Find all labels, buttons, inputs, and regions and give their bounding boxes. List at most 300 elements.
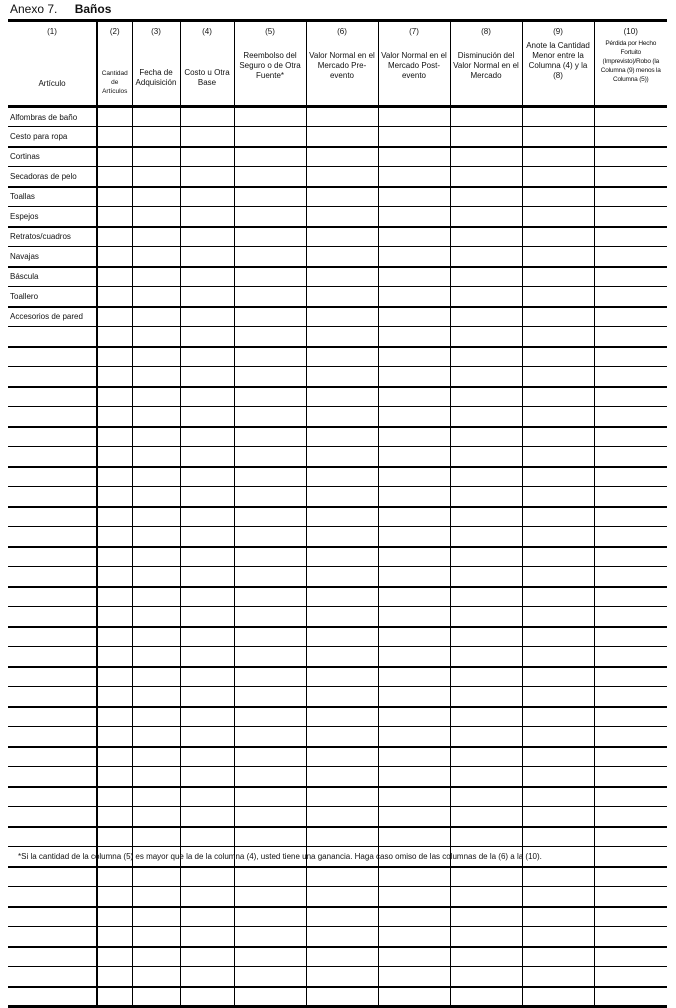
entry-cell-col4[interactable] [180,147,234,167]
entry-cell-col7[interactable] [378,787,450,807]
item-name-cell[interactable] [8,607,97,627]
entry-cell-col8[interactable] [450,527,522,547]
entry-cell-col7[interactable] [378,907,450,927]
entry-cell-col4[interactable] [180,187,234,207]
entry-cell-col8[interactable] [450,627,522,647]
entry-cell-col2[interactable] [97,787,132,807]
item-name-cell[interactable]: Toallas [8,187,97,207]
entry-cell-col5[interactable] [234,207,306,227]
entry-cell-col6[interactable] [306,267,378,287]
entry-cell-col6[interactable] [306,547,378,567]
entry-cell-col9[interactable] [522,107,594,127]
entry-cell-col4[interactable] [180,527,234,547]
entry-cell-col2[interactable] [97,227,132,247]
entry-cell-col6[interactable] [306,447,378,467]
entry-cell-col5[interactable] [234,167,306,187]
entry-cell-col2[interactable] [97,347,132,367]
entry-cell-col3[interactable] [132,387,180,407]
item-name-cell[interactable]: Secadoras de pelo [8,167,97,187]
item-name-cell[interactable] [8,627,97,647]
entry-cell-col8[interactable] [450,907,522,927]
entry-cell-col2[interactable] [97,947,132,967]
entry-cell-col2[interactable] [97,387,132,407]
entry-cell-col8[interactable] [450,127,522,147]
entry-cell-col4[interactable] [180,447,234,467]
entry-cell-col7[interactable] [378,427,450,447]
item-name-cell[interactable] [8,947,97,967]
entry-cell-col2[interactable] [97,827,132,847]
entry-cell-col9[interactable] [522,247,594,267]
item-name-cell[interactable] [8,447,97,467]
entry-cell-col7[interactable] [378,487,450,507]
entry-cell-col4[interactable] [180,467,234,487]
entry-cell-col7[interactable] [378,987,450,1007]
entry-cell-col2[interactable] [97,707,132,727]
entry-cell-col5[interactable] [234,967,306,987]
item-name-cell[interactable] [8,927,97,947]
entry-cell-col10[interactable] [594,607,667,627]
entry-cell-col8[interactable] [450,867,522,887]
entry-cell-col2[interactable] [97,567,132,587]
entry-cell-col10[interactable] [594,527,667,547]
item-name-cell[interactable] [8,667,97,687]
item-name-cell[interactable] [8,427,97,447]
entry-cell-col5[interactable] [234,287,306,307]
entry-cell-col2[interactable] [97,107,132,127]
entry-cell-col10[interactable] [594,987,667,1007]
entry-cell-col6[interactable] [306,767,378,787]
entry-cell-col3[interactable] [132,547,180,567]
entry-cell-col5[interactable] [234,147,306,167]
item-name-cell[interactable] [8,527,97,547]
entry-cell-col7[interactable] [378,667,450,687]
item-name-cell[interactable] [8,867,97,887]
entry-cell-col3[interactable] [132,907,180,927]
entry-cell-col3[interactable] [132,347,180,367]
entry-cell-col8[interactable] [450,307,522,327]
entry-cell-col9[interactable] [522,187,594,207]
entry-cell-col4[interactable] [180,487,234,507]
entry-cell-col8[interactable] [450,247,522,267]
entry-cell-col8[interactable] [450,387,522,407]
entry-cell-col3[interactable] [132,647,180,667]
entry-cell-col3[interactable] [132,947,180,967]
entry-cell-col8[interactable] [450,967,522,987]
entry-cell-col5[interactable] [234,487,306,507]
entry-cell-col7[interactable] [378,147,450,167]
entry-cell-col10[interactable] [594,827,667,847]
entry-cell-col9[interactable] [522,667,594,687]
entry-cell-col9[interactable] [522,147,594,167]
entry-cell-col4[interactable] [180,767,234,787]
entry-cell-col8[interactable] [450,707,522,727]
entry-cell-col10[interactable] [594,627,667,647]
entry-cell-col4[interactable] [180,107,234,127]
entry-cell-col8[interactable] [450,787,522,807]
item-name-cell[interactable] [8,487,97,507]
entry-cell-col7[interactable] [378,127,450,147]
entry-cell-col6[interactable] [306,827,378,847]
entry-cell-col10[interactable] [594,127,667,147]
entry-cell-col8[interactable] [450,567,522,587]
entry-cell-col8[interactable] [450,107,522,127]
entry-cell-col7[interactable] [378,947,450,967]
entry-cell-col6[interactable] [306,147,378,167]
entry-cell-col3[interactable] [132,887,180,907]
item-name-cell[interactable] [8,767,97,787]
entry-cell-col5[interactable] [234,987,306,1007]
entry-cell-col2[interactable] [97,867,132,887]
entry-cell-col6[interactable] [306,367,378,387]
entry-cell-col2[interactable] [97,767,132,787]
entry-cell-col2[interactable] [97,167,132,187]
entry-cell-col5[interactable] [234,507,306,527]
entry-cell-col3[interactable] [132,307,180,327]
entry-cell-col2[interactable] [97,247,132,267]
entry-cell-col5[interactable] [234,187,306,207]
entry-cell-col2[interactable] [97,207,132,227]
entry-cell-col8[interactable] [450,667,522,687]
entry-cell-col5[interactable] [234,307,306,327]
entry-cell-col5[interactable] [234,647,306,667]
entry-cell-col10[interactable] [594,207,667,227]
entry-cell-col3[interactable] [132,967,180,987]
entry-cell-col4[interactable] [180,867,234,887]
entry-cell-col4[interactable] [180,607,234,627]
entry-cell-col4[interactable] [180,987,234,1007]
item-name-cell[interactable]: Espejos [8,207,97,227]
item-name-cell[interactable] [8,367,97,387]
entry-cell-col5[interactable] [234,607,306,627]
entry-cell-col9[interactable] [522,307,594,327]
entry-cell-col7[interactable] [378,107,450,127]
entry-cell-col10[interactable] [594,567,667,587]
item-name-cell[interactable]: Cortinas [8,147,97,167]
entry-cell-col4[interactable] [180,887,234,907]
entry-cell-col10[interactable] [594,687,667,707]
entry-cell-col10[interactable] [594,167,667,187]
entry-cell-col6[interactable] [306,647,378,667]
entry-cell-col5[interactable] [234,667,306,687]
entry-cell-col10[interactable] [594,407,667,427]
entry-cell-col9[interactable] [522,447,594,467]
entry-cell-col7[interactable] [378,327,450,347]
entry-cell-col10[interactable] [594,467,667,487]
entry-cell-col2[interactable] [97,267,132,287]
entry-cell-col6[interactable] [306,287,378,307]
entry-cell-col8[interactable] [450,287,522,307]
item-name-cell[interactable] [8,707,97,727]
item-name-cell[interactable] [8,507,97,527]
entry-cell-col6[interactable] [306,167,378,187]
entry-cell-col2[interactable] [97,967,132,987]
entry-cell-col4[interactable] [180,707,234,727]
entry-cell-col2[interactable] [97,487,132,507]
entry-cell-col10[interactable] [594,547,667,567]
entry-cell-col6[interactable] [306,687,378,707]
entry-cell-col8[interactable] [450,227,522,247]
entry-cell-col4[interactable] [180,587,234,607]
entry-cell-col8[interactable] [450,447,522,467]
entry-cell-col6[interactable] [306,807,378,827]
entry-cell-col3[interactable] [132,827,180,847]
entry-cell-col8[interactable] [450,987,522,1007]
entry-cell-col8[interactable] [450,607,522,627]
entry-cell-col8[interactable] [450,167,522,187]
item-name-cell[interactable] [8,907,97,927]
entry-cell-col7[interactable] [378,167,450,187]
entry-cell-col9[interactable] [522,427,594,447]
entry-cell-col5[interactable] [234,907,306,927]
entry-cell-col4[interactable] [180,267,234,287]
item-name-cell[interactable] [8,687,97,707]
item-name-cell[interactable]: Accesorios de pared [8,307,97,327]
entry-cell-col9[interactable] [522,327,594,347]
entry-cell-col9[interactable] [522,227,594,247]
entry-cell-col10[interactable] [594,747,667,767]
entry-cell-col5[interactable] [234,947,306,967]
entry-cell-col3[interactable] [132,787,180,807]
entry-cell-col3[interactable] [132,587,180,607]
entry-cell-col10[interactable] [594,787,667,807]
entry-cell-col6[interactable] [306,407,378,427]
entry-cell-col4[interactable] [180,687,234,707]
entry-cell-col5[interactable] [234,347,306,367]
entry-cell-col5[interactable] [234,727,306,747]
entry-cell-col7[interactable] [378,347,450,367]
entry-cell-col9[interactable] [522,207,594,227]
entry-cell-col8[interactable] [450,727,522,747]
entry-cell-col10[interactable] [594,867,667,887]
entry-cell-col5[interactable] [234,687,306,707]
item-name-cell[interactable] [8,327,97,347]
entry-cell-col4[interactable] [180,287,234,307]
entry-cell-col2[interactable] [97,667,132,687]
entry-cell-col3[interactable] [132,147,180,167]
entry-cell-col9[interactable] [522,907,594,927]
item-name-cell[interactable] [8,887,97,907]
entry-cell-col3[interactable] [132,747,180,767]
entry-cell-col6[interactable] [306,587,378,607]
entry-cell-col6[interactable] [306,187,378,207]
entry-cell-col3[interactable] [132,707,180,727]
entry-cell-col2[interactable] [97,907,132,927]
entry-cell-col10[interactable] [594,587,667,607]
entry-cell-col10[interactable] [594,887,667,907]
entry-cell-col3[interactable] [132,167,180,187]
entry-cell-col4[interactable] [180,907,234,927]
entry-cell-col8[interactable] [450,827,522,847]
entry-cell-col3[interactable] [132,247,180,267]
entry-cell-col8[interactable] [450,587,522,607]
entry-cell-col4[interactable] [180,427,234,447]
entry-cell-col4[interactable] [180,547,234,567]
entry-cell-col9[interactable] [522,507,594,527]
entry-cell-col9[interactable] [522,387,594,407]
entry-cell-col4[interactable] [180,127,234,147]
entry-cell-col4[interactable] [180,247,234,267]
entry-cell-col4[interactable] [180,927,234,947]
entry-cell-col9[interactable] [522,987,594,1007]
entry-cell-col8[interactable] [450,927,522,947]
entry-cell-col7[interactable] [378,567,450,587]
entry-cell-col5[interactable] [234,747,306,767]
entry-cell-col2[interactable] [97,367,132,387]
entry-cell-col8[interactable] [450,767,522,787]
entry-cell-col7[interactable] [378,207,450,227]
entry-cell-col2[interactable] [97,727,132,747]
entry-cell-col5[interactable] [234,367,306,387]
item-name-cell[interactable] [8,747,97,767]
entry-cell-col2[interactable] [97,467,132,487]
item-name-cell[interactable] [8,807,97,827]
entry-cell-col5[interactable] [234,867,306,887]
entry-cell-col9[interactable] [522,747,594,767]
entry-cell-col10[interactable] [594,667,667,687]
entry-cell-col9[interactable] [522,407,594,427]
entry-cell-col3[interactable] [132,187,180,207]
entry-cell-col6[interactable] [306,927,378,947]
entry-cell-col7[interactable] [378,607,450,627]
entry-cell-col2[interactable] [97,987,132,1007]
entry-cell-col2[interactable] [97,507,132,527]
entry-cell-col4[interactable] [180,327,234,347]
entry-cell-col7[interactable] [378,287,450,307]
entry-cell-col8[interactable] [450,647,522,667]
entry-cell-col6[interactable] [306,507,378,527]
entry-cell-col6[interactable] [306,387,378,407]
entry-cell-col7[interactable] [378,527,450,547]
entry-cell-col2[interactable] [97,887,132,907]
entry-cell-col8[interactable] [450,807,522,827]
item-name-cell[interactable] [8,387,97,407]
entry-cell-col10[interactable] [594,927,667,947]
entry-cell-col9[interactable] [522,947,594,967]
entry-cell-col10[interactable] [594,247,667,267]
entry-cell-col4[interactable] [180,947,234,967]
entry-cell-col6[interactable] [306,607,378,627]
entry-cell-col9[interactable] [522,887,594,907]
entry-cell-col7[interactable] [378,547,450,567]
entry-cell-col2[interactable] [97,607,132,627]
entry-cell-col6[interactable] [306,527,378,547]
entry-cell-col6[interactable] [306,567,378,587]
entry-cell-col5[interactable] [234,707,306,727]
entry-cell-col2[interactable] [97,627,132,647]
entry-cell-col8[interactable] [450,687,522,707]
entry-cell-col2[interactable] [97,127,132,147]
entry-cell-col2[interactable] [97,147,132,167]
entry-cell-col4[interactable] [180,747,234,767]
entry-cell-col10[interactable] [594,147,667,167]
entry-cell-col10[interactable] [594,767,667,787]
entry-cell-col8[interactable] [450,407,522,427]
entry-cell-col5[interactable] [234,827,306,847]
entry-cell-col3[interactable] [132,127,180,147]
entry-cell-col5[interactable] [234,547,306,567]
entry-cell-col10[interactable] [594,947,667,967]
item-name-cell[interactable]: Alfombras de baño [8,107,97,127]
entry-cell-col4[interactable] [180,227,234,247]
entry-cell-col9[interactable] [522,807,594,827]
entry-cell-col5[interactable] [234,407,306,427]
entry-cell-col7[interactable] [378,727,450,747]
entry-cell-col7[interactable] [378,827,450,847]
entry-cell-col7[interactable] [378,227,450,247]
entry-cell-col5[interactable] [234,327,306,347]
entry-cell-col3[interactable] [132,427,180,447]
entry-cell-col2[interactable] [97,807,132,827]
entry-cell-col2[interactable] [97,187,132,207]
entry-cell-col4[interactable] [180,507,234,527]
entry-cell-col6[interactable] [306,207,378,227]
item-name-cell[interactable]: Retratos/cuadros [8,227,97,247]
entry-cell-col5[interactable] [234,627,306,647]
entry-cell-col5[interactable] [234,247,306,267]
entry-cell-col9[interactable] [522,547,594,567]
entry-cell-col9[interactable] [522,707,594,727]
entry-cell-col5[interactable] [234,447,306,467]
entry-cell-col7[interactable] [378,627,450,647]
entry-cell-col7[interactable] [378,407,450,427]
entry-cell-col8[interactable] [450,547,522,567]
entry-cell-col3[interactable] [132,327,180,347]
entry-cell-col3[interactable] [132,607,180,627]
entry-cell-col6[interactable] [306,247,378,267]
item-name-cell[interactable] [8,647,97,667]
entry-cell-col2[interactable] [97,307,132,327]
entry-cell-col2[interactable] [97,927,132,947]
entry-cell-col10[interactable] [594,367,667,387]
entry-cell-col2[interactable] [97,407,132,427]
entry-cell-col3[interactable] [132,367,180,387]
entry-cell-col5[interactable] [234,527,306,547]
entry-cell-col10[interactable] [594,267,667,287]
entry-cell-col8[interactable] [450,327,522,347]
entry-cell-col8[interactable] [450,207,522,227]
entry-cell-col3[interactable] [132,767,180,787]
entry-cell-col4[interactable] [180,307,234,327]
entry-cell-col3[interactable] [132,287,180,307]
entry-cell-col7[interactable] [378,867,450,887]
entry-cell-col7[interactable] [378,747,450,767]
entry-cell-col3[interactable] [132,507,180,527]
entry-cell-col4[interactable] [180,347,234,367]
item-name-cell[interactable]: Navajas [8,247,97,267]
entry-cell-col9[interactable] [522,687,594,707]
entry-cell-col6[interactable] [306,327,378,347]
entry-cell-col9[interactable] [522,167,594,187]
item-name-cell[interactable] [8,567,97,587]
entry-cell-col10[interactable] [594,227,667,247]
entry-cell-col3[interactable] [132,487,180,507]
entry-cell-col7[interactable] [378,367,450,387]
entry-cell-col8[interactable] [450,747,522,767]
entry-cell-col6[interactable] [306,747,378,767]
entry-cell-col3[interactable] [132,727,180,747]
entry-cell-col10[interactable] [594,107,667,127]
entry-cell-col10[interactable] [594,967,667,987]
entry-cell-col2[interactable] [97,447,132,467]
entry-cell-col4[interactable] [180,567,234,587]
entry-cell-col6[interactable] [306,107,378,127]
entry-cell-col10[interactable] [594,807,667,827]
entry-cell-col10[interactable] [594,187,667,207]
entry-cell-col3[interactable] [132,527,180,547]
entry-cell-col10[interactable] [594,347,667,367]
entry-cell-col8[interactable] [450,887,522,907]
entry-cell-col7[interactable] [378,307,450,327]
